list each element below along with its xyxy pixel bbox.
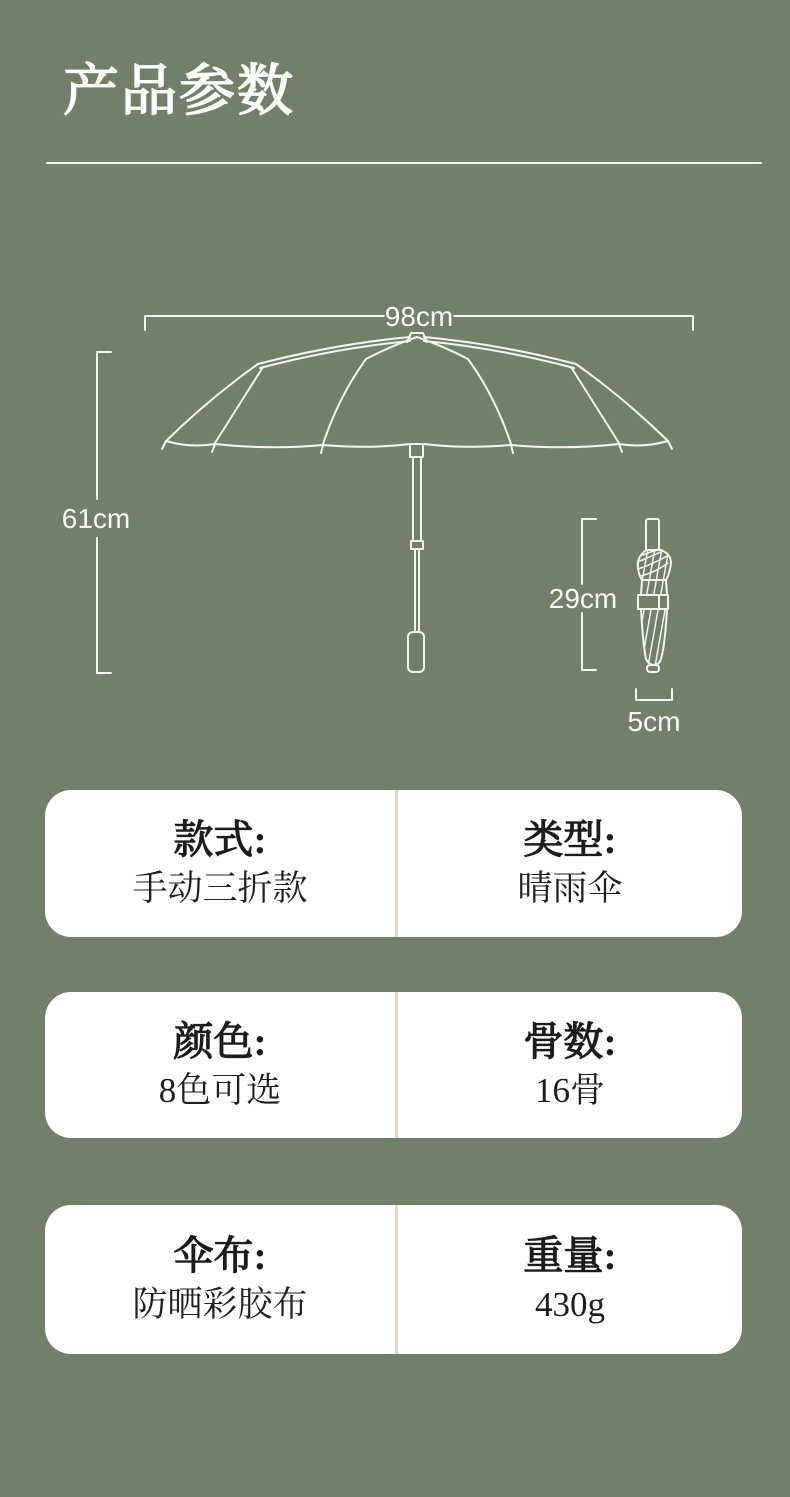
spec-value-style: 手动三折款: [132, 869, 308, 909]
spec-value-ribs: 16骨: [534, 1070, 605, 1110]
spec-card-color-ribs: [45, 992, 742, 1138]
spec-value-weight: 430g: [535, 1285, 605, 1325]
open-umbrella-drawing: [162, 333, 672, 453]
spec-label-color: 颜色:: [173, 1018, 267, 1064]
spec-value-color: 8色可选: [158, 1070, 282, 1110]
folded-umbrella-drawing: [612, 519, 690, 672]
spec-label-type: 类型:: [523, 817, 617, 863]
spec-label-style: 款式:: [173, 817, 267, 863]
folded-width-label: 5cm: [627, 706, 681, 737]
spec-label-weight: 重量:: [523, 1233, 617, 1279]
spec-cell-weight: [398, 1205, 742, 1354]
spec-card-fabric-weight: [45, 1205, 742, 1354]
open-height-label: 61cm: [61, 503, 131, 534]
spec-cell-fabric: [45, 1205, 395, 1354]
spec-value-type: 晴雨伞: [517, 869, 623, 909]
folded-width-bracket: [636, 689, 672, 700]
spec-card-style-type: [45, 790, 742, 937]
spec-label-ribs: 骨数:: [523, 1018, 617, 1064]
spec-value-fabric: 防晒彩胶布: [132, 1285, 308, 1325]
spec-label-fabric: 伞布:: [173, 1233, 267, 1279]
page-title: 产品参数: [63, 61, 295, 123]
spec-cell-ribs: [398, 992, 742, 1138]
folded-height-label: 29cm: [548, 583, 618, 614]
open-width-label: 98cm: [384, 301, 454, 332]
spec-cell-color: [45, 992, 395, 1138]
spec-cell-style: [45, 790, 395, 937]
spec-cell-type: [398, 790, 742, 937]
umbrella-shaft-and-handle: [408, 444, 424, 672]
